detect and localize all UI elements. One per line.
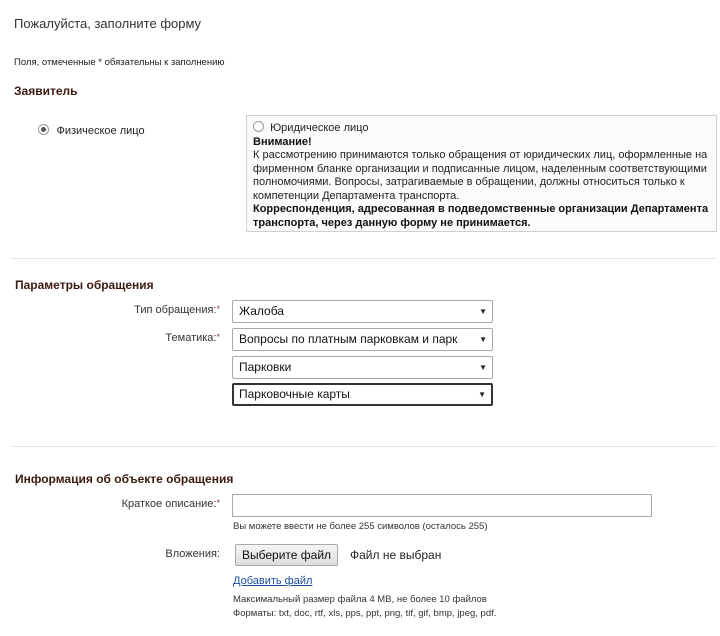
attachments-label: Вложения: xyxy=(165,548,220,560)
radio-unchecked-icon[interactable] xyxy=(253,121,264,132)
add-file-link[interactable]: Добавить файл xyxy=(233,575,313,587)
required-marker: * xyxy=(216,498,220,508)
subtopic-select-value: Парковки xyxy=(239,360,292,374)
file-limits-text: Максимальный размер файла 4 MB, не более 10 файлов xyxy=(233,594,487,605)
page-title: Пожалуйста, заполните форму xyxy=(14,16,202,31)
request-params-section-title: Параметры обращения xyxy=(15,278,154,292)
file-formats-text: Форматы: txt, doc, rtf, xls, pps, ppt, png, tif, gif, bmp, jpeg, pdf. xyxy=(233,608,497,619)
type-label-text: Тип обращения: xyxy=(134,304,217,316)
type-select-value: Жалоба xyxy=(239,304,284,318)
description-label xyxy=(0,498,220,510)
description-hint: Вы можете ввести не более 255 символов (осталось 255) xyxy=(233,521,488,532)
radio-legal-label: Юридическое лицо xyxy=(270,122,369,134)
topic-label xyxy=(0,332,220,344)
required-fields-note: Поля, отмеченные * обязательны к заполнению xyxy=(14,57,225,68)
object-info-section-title: Информация об объекте обращения xyxy=(15,472,234,486)
required-marker: * xyxy=(216,304,220,314)
subtopic-select[interactable] xyxy=(232,356,493,379)
topic-select-value: Вопросы по платным парковкам и парк xyxy=(239,332,458,346)
dropdown-arrow-icon: ▼ xyxy=(479,335,487,344)
description-input[interactable] xyxy=(232,494,652,517)
notice-heading: Внимание! xyxy=(253,135,312,148)
type-label xyxy=(0,304,220,316)
notice-bold-text: Корреспонденция, адресованная в подведомственные организации Департамента транспорта, через данную форму не принимается. xyxy=(253,203,709,229)
description-label-text: Краткое описание: xyxy=(121,498,217,510)
topic-label-text: Тематика: xyxy=(165,332,217,344)
subtopic2-select[interactable] xyxy=(232,383,493,406)
dropdown-arrow-icon: ▼ xyxy=(479,363,487,372)
subtopic2-select-value: Парковочные карты xyxy=(239,387,350,401)
dropdown-arrow-icon: ▼ xyxy=(479,307,487,316)
divider xyxy=(10,446,716,447)
radio-legal[interactable] xyxy=(253,121,710,136)
notice-text: К рассмотрению принимаются только обращения от юридических лиц, оформленные на фирменном бланке организации и подписанные лицом, наделенным соответствующими полномочиями. Вопросы, затрагиваемые в обращении, должны относиться только к компетенции Департамента транспорта. xyxy=(253,149,708,202)
dropdown-arrow-icon: ▼ xyxy=(478,390,486,399)
divider xyxy=(10,258,716,259)
radio-checked-icon[interactable] xyxy=(38,124,49,135)
applicant-section-title: Заявитель xyxy=(14,84,78,98)
type-select[interactable] xyxy=(232,300,493,323)
radio-individual-label: Физическое лицо xyxy=(56,125,145,137)
radio-individual[interactable] xyxy=(38,121,145,139)
legal-entity-notice-box xyxy=(246,115,717,232)
topic-select[interactable] xyxy=(232,328,493,351)
file-status: Файл не выбран xyxy=(350,548,442,562)
choose-file-button[interactable]: Выберите файл xyxy=(235,544,338,566)
required-marker: * xyxy=(216,332,220,342)
